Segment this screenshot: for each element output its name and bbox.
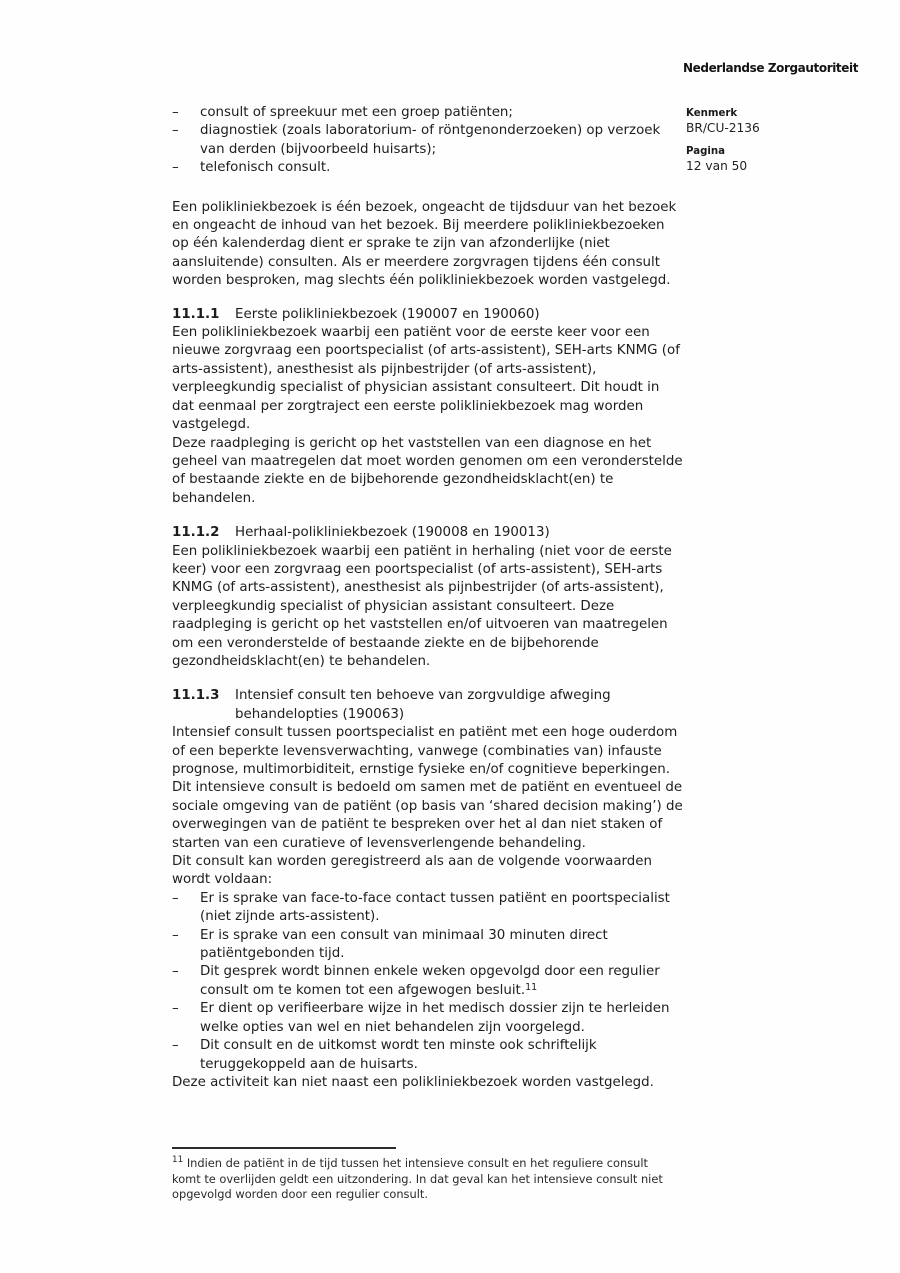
conditions-bullet-list (172, 890, 684, 1074)
section-number: 11.1.1 (172, 306, 220, 322)
section-title: Intensief consult ten behoeve van zorgvuldige afweging behandelopties (190063) (235, 688, 611, 722)
list-item (172, 104, 684, 122)
section-2-paragraph-1: Een polikliniekbezoek waarbij een patiënt in herhaling (niet voor de eerste keer) voor een zorgvraag een poortspecialist (of arts-assistent), SEH-arts KNMG (of arts-assistent), anesthesist als pijnbestrijder (of arts-assistent), verpleegkundig specialist of physician assistant consulteert. Deze raadpleging is gericht op het vaststellen en/of uitvoeren van maatregelen om een veronderstelde of bestaande ziekte en de bijbehorende gezondheidsklacht(en) te behandelen. (172, 543, 672, 669)
bullet-marker: – (172, 1001, 179, 1017)
section-heading-11-1-2 (172, 524, 684, 542)
section-number: 11.1.2 (172, 525, 220, 541)
section-3-paragraph-1: Intensief consult tussen poortspecialist en patiënt met een hoge ouderdom of een beperkte levensverwachting, vanwege (combinaties van) infauste prognose, multimorbiditeit, ernstige fysieke en/of cognitieve beperkingen. Dit intensieve consult is bedoeld om samen met de patiënt en eventueel de sociale omgeving van de patiënt (op basis van ‘shared decision making’) de overwegingen van de patiënt te bespreken over het al dan niet staken of starten van een curatieve of levensverlengende behandeling. (172, 725, 683, 851)
intro-bullet-list (172, 104, 684, 178)
list-item-text (200, 1000, 684, 1037)
list-item-text: consult of spreekuur met een groep patiënten; (200, 105, 513, 120)
bullet-marker: – (172, 160, 179, 176)
footnote-marker: 11 (172, 1155, 184, 1165)
kenmerk-value: BR/CU-2136 (686, 121, 760, 135)
list-item-text (200, 890, 684, 927)
list-item-text (200, 963, 684, 1000)
bullet-marker: – (172, 1038, 179, 1054)
section-3-closing: Deze activiteit kan niet naast een polikliniekbezoek worden vastgelegd. (172, 1074, 654, 1090)
section-title: Eerste polikliniekbezoek (190007 en 190060) (235, 306, 540, 322)
footnote-body: Indien de patiënt in de tijd tussen het intensieve consult en het reguliere consult komt te overlijden geldt een uitzondering. In dat geval kan het intensieve consult niet opgevolgd worden door een regulier consult. (172, 1156, 663, 1202)
pagina-value: 12 van 50 (686, 159, 748, 173)
list-item-text: diagnostiek (zoals laboratorium- of röntgenonderzoeken) op verzoek van derden (bijvoorbeeld huisarts); (200, 123, 661, 157)
footnote-reference: 11 (525, 981, 538, 993)
list-item (172, 1037, 684, 1074)
org-name: Nederlandse Zorgautoriteit (683, 61, 859, 75)
section-1-paragraph-2: Deze raadpleging is gericht op het vaststellen van een diagnose en het geheel van maatregelen dat moet worden genomen om een veronderstelde of bestaande ziekte en de bijbehorende gezondheidsklacht(en) te behandelen. (172, 435, 683, 506)
list-item (172, 927, 684, 964)
footnote (172, 1147, 678, 1203)
section-heading-11-1-3 (172, 687, 684, 724)
footnote-text (172, 1156, 678, 1203)
document-meta (686, 108, 856, 173)
section-title: Herhaal-polikliniekbezoek (190008 en 190013) (235, 525, 550, 541)
list-item-text (200, 1037, 684, 1074)
list-item-text: telefonisch consult. (200, 160, 331, 176)
bullet-marker: – (172, 105, 179, 120)
list-item (172, 159, 684, 177)
body-column (172, 96, 684, 1092)
condition-text: Dit gesprek wordt binnen enkele weken opgevolgd door een regulier consult om te komen tot een afgewogen besluit. (200, 964, 660, 998)
list-item (172, 1000, 684, 1037)
bullet-marker: – (172, 890, 179, 906)
condition-text: Er is sprake van een consult van minimaal 30 minuten direct patiëntgebonden tijd. (200, 927, 608, 962)
condition-text: Dit consult en de uitkomst wordt ten minste ook schriftelijk teruggekoppeld aan de huisarts. (200, 1038, 597, 1072)
list-item-text (200, 927, 684, 964)
section-number: 11.1.3 (172, 688, 220, 704)
list-item (172, 963, 684, 1000)
list-item (172, 890, 684, 927)
section-1-paragraph-1: Een polikliniekbezoek waarbij een patiënt voor de eerste keer voor een nieuwe zorgvraag een poortspecialist (of arts-assistent), SEH-arts KNMG (of arts-assistent), anesthesist als pijnbestrijder (of arts-assistent), verpleegkundig specialist of physician assistant consulteert. Dit houdt in dat eenmaal per zorgtraject een eerste polikliniekbezoek mag worden vastgelegd. (172, 325, 680, 433)
condition-text: Er is sprake van face-to-face contact tussen patiënt en poortspecialist (niet zijnde arts-assistent). (200, 890, 670, 925)
condition-text: Er dient op verifieerbare wijze in het medisch dossier zijn te herleiden welke opties van wel en niet behandelen zijn voorgelegd. (200, 1001, 670, 1035)
section-3-paragraph-2: Dit consult kan worden geregistreerd als aan de volgende voorwaarden wordt voldaan: (172, 854, 653, 888)
bullet-marker: – (172, 964, 179, 980)
footnote-divider (172, 1147, 396, 1149)
kenmerk-label: Kenmerk (686, 108, 738, 119)
section-heading-11-1-1 (172, 306, 684, 324)
list-item (172, 122, 684, 159)
paragraph-polikliniekbezoek: Een polikliniekbezoek is één bezoek, ongeacht de tijdsduur van het bezoek en ongeacht de inhoud van het bezoek. Bij meerdere polikliniekbezoeken op één kalenderdag dient er sprake te zijn van afzonderlijke (niet aansluitende) consulten. Als er meerdere zorgvragen tijdens één consult worden besproken, mag slechts één polikliniekbezoek worden vastgelegd. (172, 199, 677, 289)
bullet-marker: – (172, 927, 179, 943)
bullet-marker: – (172, 123, 179, 139)
pagina-label: Pagina (686, 146, 725, 157)
